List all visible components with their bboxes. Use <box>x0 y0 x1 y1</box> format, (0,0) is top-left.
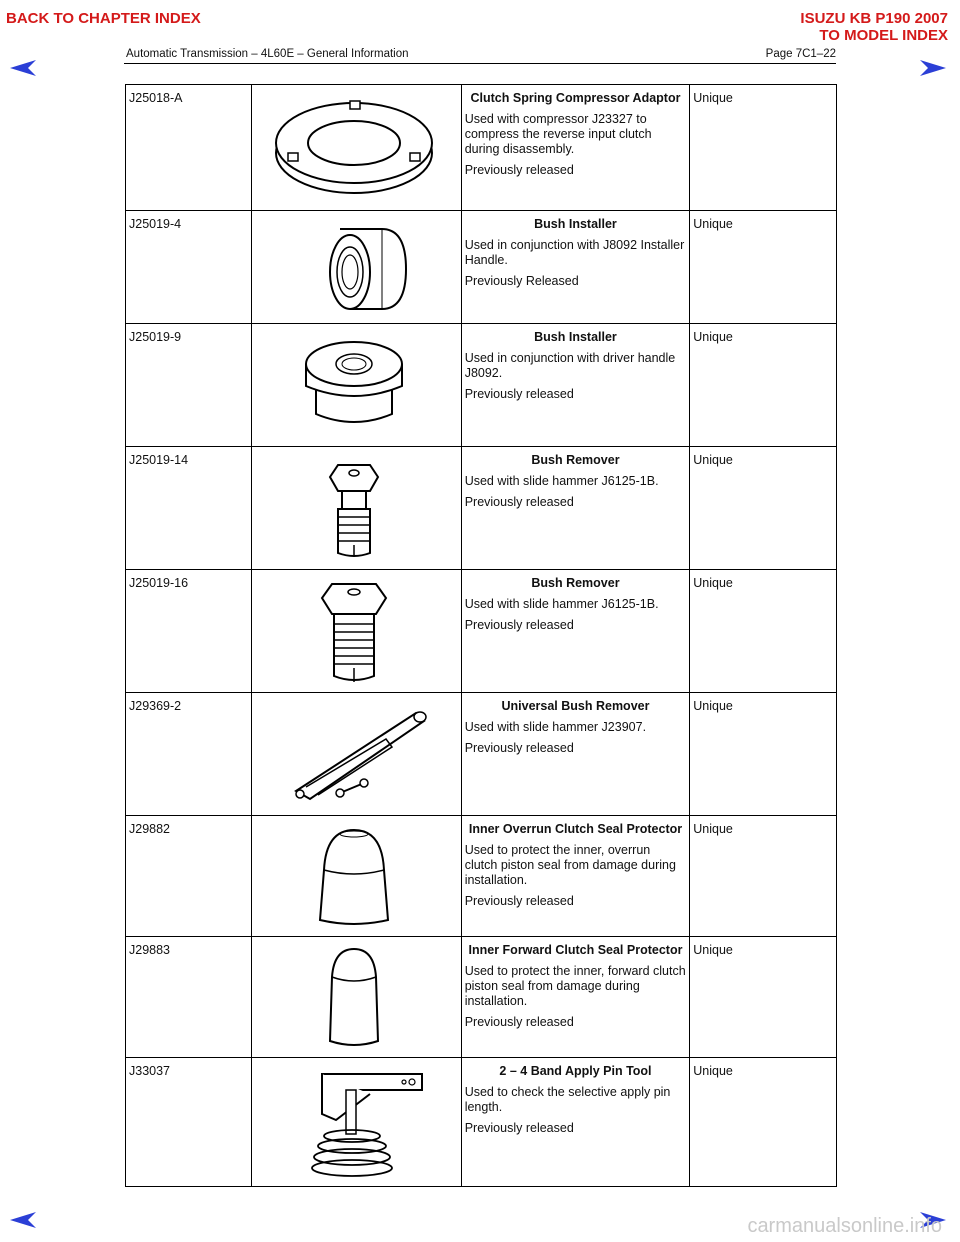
bush-installer-threaded-icon <box>266 330 446 440</box>
bush-installer-icon <box>266 217 446 317</box>
tool-title: Inner Overrun Clutch Seal Protector <box>468 822 683 836</box>
tool-image-cell <box>251 324 461 447</box>
tool-description-cell <box>461 211 690 324</box>
tool-usage: Used with slide hammer J23907. <box>464 720 647 734</box>
tool-title: Bush Installer <box>534 330 617 344</box>
next-page-arrow-icon[interactable] <box>918 58 948 78</box>
to-model-index-link[interactable] <box>800 10 948 44</box>
tool-status: Previously released <box>464 495 574 509</box>
table-row <box>126 570 837 693</box>
tool-image-cell <box>251 693 461 816</box>
tool-description-cell <box>461 570 690 693</box>
tool-category: Unique <box>690 1058 837 1187</box>
seal-protector-tall-icon <box>266 943 446 1051</box>
tool-status: Previously released <box>464 387 574 401</box>
tool-status: Previously released <box>464 163 574 177</box>
tool-number: J25018-A <box>126 85 252 211</box>
tool-image-cell <box>251 447 461 570</box>
tool-description-cell <box>461 447 690 570</box>
table-row <box>126 693 837 816</box>
tool-usage: Used to protect the inner, forward clutch piston seal from damage during installation. <box>464 964 686 1008</box>
tool-description-cell <box>461 324 690 447</box>
tool-image-cell <box>251 85 461 211</box>
tool-number: J25019-14 <box>126 447 252 570</box>
tool-image-cell <box>251 937 461 1058</box>
tool-category: Unique <box>690 324 837 447</box>
tool-category: Unique <box>690 816 837 937</box>
tool-image-cell <box>251 1058 461 1187</box>
universal-bush-remover-icon <box>266 699 446 809</box>
tool-usage: Used to check the selective apply pin length. <box>464 1085 671 1114</box>
tool-category: Unique <box>690 937 837 1058</box>
bush-remover-icon <box>266 453 446 563</box>
tool-usage: Used in conjunction with driver handle J8092. <box>464 351 676 380</box>
previous-page-arrow-icon[interactable] <box>8 58 38 78</box>
tool-number: J25019-4 <box>126 211 252 324</box>
tool-description-cell <box>461 693 690 816</box>
tool-category: Unique <box>690 570 837 693</box>
table-row <box>126 1058 837 1187</box>
tool-number: J33037 <box>126 1058 252 1187</box>
site-watermark: carmanualsonline.info <box>747 1215 942 1237</box>
tool-description-cell <box>461 816 690 937</box>
tool-image-cell <box>251 570 461 693</box>
tool-title: Universal Bush Remover <box>501 699 650 713</box>
tool-number: J29882 <box>126 816 252 937</box>
tool-usage: Used in conjunction with J8092 Installer Handle. <box>464 238 685 267</box>
tool-number: J25019-9 <box>126 324 252 447</box>
tool-category: Unique <box>690 211 837 324</box>
tool-title: Bush Remover <box>531 453 620 467</box>
table-row <box>126 85 837 211</box>
table-row <box>126 324 837 447</box>
previous-page-arrow-icon[interactable] <box>8 1210 38 1230</box>
tool-category: Unique <box>690 85 837 211</box>
tool-usage: Used with compressor J23327 to compress the reverse input clutch during disassembly. <box>464 112 652 156</box>
table-row <box>126 447 837 570</box>
tool-title: Bush Remover <box>531 576 620 590</box>
tool-usage: Used with slide hammer J6125-1B. <box>464 474 659 488</box>
tool-status: Previously released <box>464 618 574 632</box>
tool-status: Previously Released <box>464 274 579 288</box>
special-tools-table <box>125 84 837 1187</box>
table-row <box>126 211 837 324</box>
tool-image-cell <box>251 211 461 324</box>
page-header-title: Automatic Transmission – 4L60E – General Information <box>126 48 409 60</box>
back-to-chapter-index-link[interactable]: BACK TO CHAPTER INDEX <box>6 10 201 27</box>
tool-title: Bush Installer <box>534 217 617 231</box>
apply-pin-tool-icon <box>266 1064 446 1180</box>
tool-category: Unique <box>690 693 837 816</box>
tool-image-cell <box>251 816 461 937</box>
tool-category: Unique <box>690 447 837 570</box>
tool-status: Previously released <box>464 1121 574 1135</box>
table-row <box>126 937 837 1058</box>
page-number: Page 7C1–22 <box>765 48 836 60</box>
header-rule <box>124 63 836 64</box>
tool-title: Clutch Spring Compressor Adaptor <box>470 91 681 105</box>
tool-status: Previously released <box>464 741 574 755</box>
adaptor-ring-icon <box>266 91 446 201</box>
tool-usage: Used to protect the inner, overrun clutch piston seal from damage during installation. <box>464 843 676 887</box>
tool-number: J29369-2 <box>126 693 252 816</box>
tool-description-cell <box>461 85 690 211</box>
tool-title: 2 – 4 Band Apply Pin Tool <box>499 1064 652 1078</box>
bush-remover-large-icon <box>266 576 446 686</box>
tool-description-cell <box>461 937 690 1058</box>
tool-description-cell <box>461 1058 690 1187</box>
tool-number: J25019-16 <box>126 570 252 693</box>
table-row <box>126 816 837 937</box>
seal-protector-icon <box>266 822 446 930</box>
model-title: ISUZU KB P190 2007 <box>800 10 948 27</box>
to-model-index-label: TO MODEL INDEX <box>819 27 948 44</box>
tool-number: J29883 <box>126 937 252 1058</box>
tool-usage: Used with slide hammer J6125-1B. <box>464 597 659 611</box>
tool-status: Previously released <box>464 894 574 908</box>
tool-status: Previously released <box>464 1015 574 1029</box>
tool-title: Inner Forward Clutch Seal Protector <box>468 943 683 957</box>
